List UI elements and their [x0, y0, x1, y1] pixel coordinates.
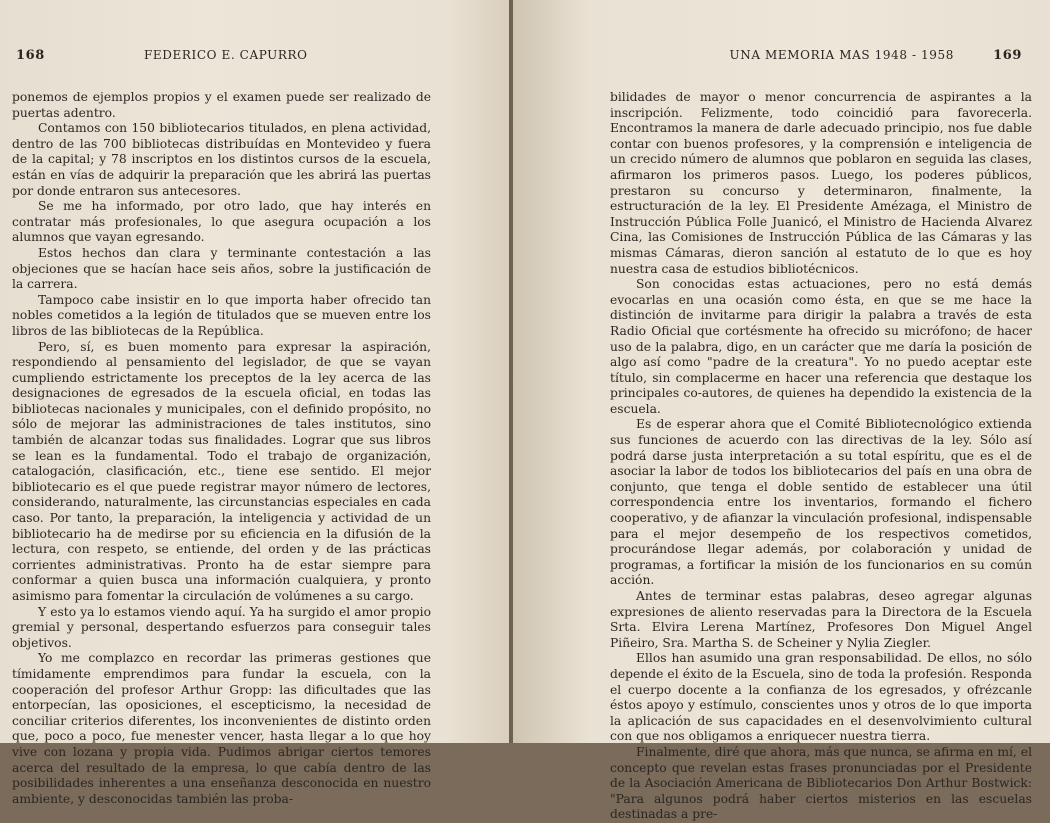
paragraph: Finalmente, diré que ahora, más que nunca, se afirma en mí, el concepto que revelan estas frases pronunciadas por el Presidente de la Asociación Americana de Bibliotecarios Don Arthur Bostwick: "Para algunos podrá haber ciertos misterios en las escuelas destinadas a pre- — [610, 744, 1032, 822]
left-page-header — [12, 48, 431, 70]
paragraph: Yo me complazco en recordar las primeras gestiones que tímidamente emprendimos para fundar la escuela, con la cooperación del profesor Arthur Gropp: las dificultades que las entorpecían, las oposiciones, el escepticismo, la necesidad de conciliar criterios diferentes, los inconvenientes de distinto orden que, poco a poco, fue menester vencer, hasta llegar a lo que hoy vive con lozana y propia vida. Pudimos abrigar ciertos temores acerca del resultado de la empresa, lo que cabía dentro de las posibilidades inherentes a una enseñanza desconocida en nuestro ambiente, y desconocidas también las proba- — [12, 651, 431, 806]
paragraph: Contamos con 150 bibliotecarios titulados, en plena actividad, dentro de las 700 bibliotecas distribuídas en Montevideo y fuera de la capital; y 78 inscriptos en los distintos cursos de la escuela, están en vías de adquirir la preparación que les abrirá las puertas por donde entraron sus antecesores. — [12, 121, 431, 198]
right-page — [513, 0, 1050, 822]
paragraph: bilidades de mayor o menor concurrencia de aspirantes a la inscripción. Felizmente, todo coincidió para favorecerla. Encontramos la manera de darle adecuado principio, nos fue dable contar con buenos profesores, y la comprensión e inteligencia de un crecido número de alumnos que poblaron en seguida las clases, afirmaron los primeros pasos. Luego, los poderes públicos, prestaron su concurso y determinaron, finalmente, la estructuración de la ley. El Presidente Amézaga, el Ministro de Instrucción Pública Folle Juanicó, el Ministro de Hacienda Alvarez Cina, las Comisiones de Instrucción Pública de las Cámaras y las mismas Cámaras, dieron sanción al estatuto de lo que es hoy nuestra casa de estudios bibliotécnicos. — [610, 90, 1032, 276]
paragraph: Se me ha informado, por otro lado, que hay interés en contratar más profesionales, lo que asegura ocupación a los alumnos que vayan egresando. — [12, 199, 431, 245]
left-page-body — [12, 90, 431, 807]
running-head: FEDERICO E. CAPURRO — [144, 48, 308, 62]
right-page-body — [610, 90, 1032, 823]
paragraph: Son conocidas estas actuaciones, pero no está demás evocarlas en una ocasión como ésta, en que se me hace la distinción de invitarme para dirigir la palabra a través de esta Radio Oficial que cortésmente ha ofrecido su micrófono; de hacer uso de la palabra, digo, en un carácter que me daría la posición de algo así como "padre de la creatura". Yo no puedo aceptar este título, sin complacerme en hacer una referencia que destaque los principales co-autores, de quienes ha dependido la existencia de la escuela. — [610, 277, 1032, 416]
paragraph: Es de esperar ahora que el Comité Bibliotecnológico extienda sus funciones de acuerdo con las directivas de la ley. Sólo así podrá darse justa interpretación a su total espíritu, que es el de asociar la labor de todos los bibliotecarios del país en una obra de conjunto, que tenga el doble sentido de establecer una útil correspondencia entre los inventarios, formando el fichero cooperativo, y de afianzar la vinculación profesional, indispensable para el mejor desempeño de los respectivos cometidos, procurándose llegar además, por colaboración y unidad de programas, a fortificar la misión de los funcionarios en su común acción. — [610, 417, 1032, 588]
page-number: 169 — [993, 48, 1022, 63]
right-page-header — [610, 48, 1032, 70]
paragraph: Ellos han asumido una gran responsabilidad. De ellos, no sólo depende el éxito de la Escuela, sino de toda la profesión. Responda el cuerpo docente a la confianza de los egresados, y ofrézcanle éstos apoyo y estímulo, conscientes unos y otros de lo que importa la aplicación de sus capacidades en el desenvolvimiento cultural con que nos obligamos a enriquecer nuestra tierra. — [610, 651, 1032, 744]
paragraph: Pero, sí, es buen momento para expresar la aspiración, respondiendo al pensamiento del legislador, de que se vayan cumpliendo estrictamente los preceptos de la ley acerca de las designaciones de egresados de la escuela oficial, en todas las bibliotecas nacionales y municipales, con el definido propósito, no sólo de mejorar las administraciones de tales institutos, sino también de alcanzar todas sus finalidades. Lograr que sus libros se lean es la fundamental. Todo el trabajo de organización, catalogación, clasificación, etc., tiene ese sentido. El mejor bibliotecario es el que puede registrar mayor número de lectores, considerando, naturalmente, las circunstancias especiales en cada caso. Por tanto, la preparación, la inteligencia y actividad de un bibliotecario ha de medirse por su eficiencia en la difusión de la lectura, con respeto, se entiende, del orden y de las prácticas corrientes administrativas. Pronto ha de estar siempre para conformar a quien busca una información cualquiera, y pronto asimismo para fomentar la circulación de volúmenes a su cargo. — [12, 339, 431, 603]
paragraph: Tampoco cabe insistir en lo que importa haber ofrecido tan nobles cometidos a la legión de titulados que se mueven entre los libros de las bibliotecas de la República. — [12, 292, 431, 338]
left-page — [0, 0, 509, 806]
paragraph: Estos hechos dan clara y terminante contestación a las objeciones que se hacían hace seis años, sobre la justificación de la carrera. — [12, 245, 431, 292]
page-number: 168 — [16, 48, 45, 63]
paragraph: ponemos de ejemplos propios y el examen puede ser realizado de puertas adentro. — [12, 90, 431, 120]
running-head: UNA MEMORIA MAS 1948 - 1958 — [729, 48, 954, 62]
paragraph: Antes de terminar estas palabras, deseo agregar algunas expresiones de aliento reservadas para la Directora de la Escuela Srta. Elvira Lerena Martínez, Profesores Don Miguel Angel Piñeiro, Sra. Martha S. de Scheiner y Nylia Ziegler. — [610, 589, 1032, 650]
paragraph: Y esto ya lo estamos viendo aquí. Ya ha surgido el amor propio gremial y personal, despertando esfuerzos para conseguir tales objetivos. — [12, 604, 431, 650]
